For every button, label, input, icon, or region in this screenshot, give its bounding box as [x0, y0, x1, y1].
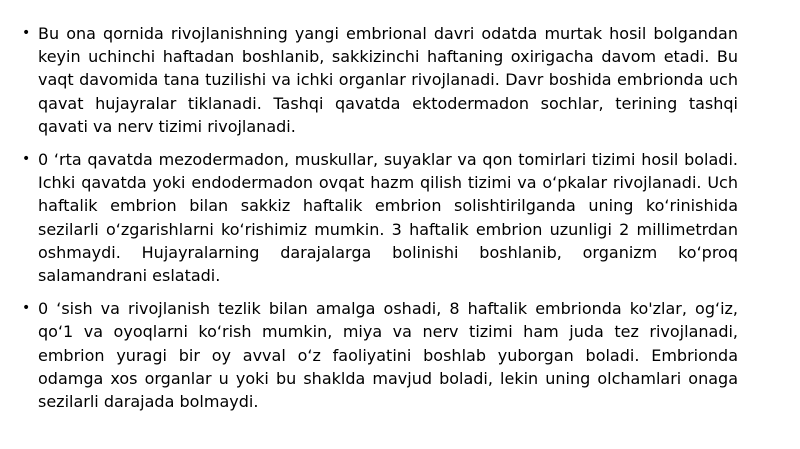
bullet-icon: •: [22, 151, 31, 168]
bullet-icon: •: [22, 300, 31, 317]
bullet-icon: •: [22, 25, 31, 41]
bullet-item-1: [22, 22, 738, 138]
bullet-list: [22, 22, 738, 423]
bullet-text: Bu ona qornida rivojlanishning yangi embrional davri odatda murtak hosil bolgandan keyin uchinchi haftadan boshlanib, sakkizinchi haftaning oxirigacha davom etadi. Bu vaqt davomida tana tuzilishi va ichki organlar rivojlanadi. Davr boshida embrionda uch qavat hujayralar tiklanadi. Tashqi qavatda ektodermadon sochlar, terining tashqi qavati va nerv tizimi rivojlanadi.: [38, 24, 738, 136]
bullet-text: 0 ‘rta qavatda mezodermadon, muskullar, suyaklar va qon tomirlari tizimi hosil boladi. Ichki qavatda yoki endodermadon ovqat hazm qilish tizimi va o‘pkalar rivojlanadi. Uch haftalik embrion bilan sakkiz haftalik embrion solishtirilganda uning ko‘rinishida sezilarli o‘zgarishlarni ko‘rishimiz mumkin. 3 haftalik embrion uzunligi 2 millimetrdan oshmaydi. Hujayralarning darajalarga bolinishi boshlanib, organizm ko‘proq salamandrani eslatadi.: [38, 150, 738, 286]
bullet-text: 0 ‘sish va rivojlanish tezlik bilan amalga oshadi, 8 haftalik embrionda ko'zlar, og‘iz, qo‘1 va oyoqlarni ko‘rish mumkin, miya va nerv tizimi ham juda tez rivojlanadi, embrion yuragi bir oy avval o‘z faoliyatini boshlab yuborgan boladi. Embrionda odamga xos organlar u yoki bu shaklda mavjud boladi, lekin uning olchamlari onaga sezilarli darajada bolmaydi.: [38, 299, 738, 412]
bullet-item-3: [22, 297, 738, 413]
bullet-item-2: [22, 148, 738, 287]
